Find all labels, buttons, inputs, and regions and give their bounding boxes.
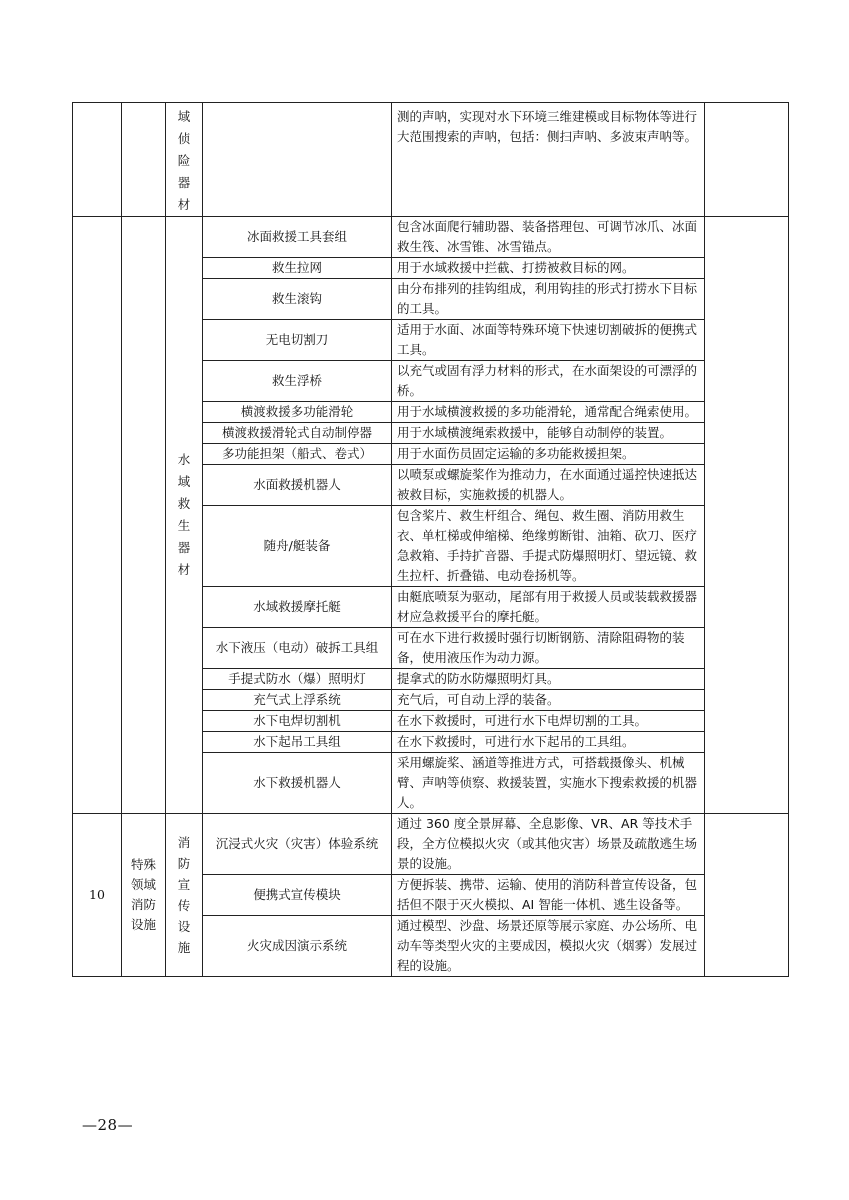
description-cell — [392, 753, 705, 814]
description-cell — [392, 402, 705, 423]
description-cell — [392, 506, 705, 587]
table-row — [73, 103, 789, 217]
note-cell — [705, 103, 789, 217]
description-cell — [392, 444, 705, 465]
item-name: 水下液压（电动）破拆工具组 — [203, 628, 392, 669]
note-cell — [705, 814, 789, 977]
subcategory-cell — [166, 814, 203, 977]
item-name: 救生滚钩 — [203, 279, 392, 320]
item-description: 包含冰面爬行辅助器、装备搭理包、可调节冰爪、冰面救生筏、冰雪锥、冰雪锚点。 — [397, 219, 698, 254]
table-row — [73, 814, 789, 875]
description-cell — [392, 103, 705, 217]
item-name: 便携式宣传模块 — [203, 875, 392, 916]
item-description: 用于水域救援中拦截、打捞被救目标的网。 — [397, 260, 635, 275]
item-name: 水面救援机器人 — [203, 465, 392, 506]
number-cell — [73, 103, 122, 217]
item-description: 用于水域横渡绳索救援中，能够自动制停的装置。 — [397, 425, 673, 440]
item-description: 采用螺旋桨、涵道等推进方式，可搭载摄像头、机械臂、声呐等侦察、救援装置，实施水下搜索救援的机器人。 — [397, 755, 698, 810]
type-cell — [122, 103, 166, 217]
item-description: 通过 360 度全景屏幕、全息影像、VR、AR 等技术手段，全方位模拟火灾（或其他灾害）场景及疏散逃生场景的设施。 — [397, 816, 698, 871]
number-cell — [73, 217, 122, 814]
item-name: 救生浮桥 — [203, 361, 392, 402]
subcategory-cell — [166, 103, 203, 217]
name-cell — [203, 103, 392, 217]
equipment-table — [72, 102, 789, 977]
description-cell — [392, 732, 705, 753]
item-description: 提拿式的防水防爆照明灯具。 — [397, 671, 560, 686]
description-cell — [392, 465, 705, 506]
description-cell — [392, 217, 705, 258]
item-description: 由艇底喷泵为驱动，尾部有用于救援人员或装载救援器材应急救援平台的摩托艇。 — [397, 589, 698, 624]
item-description: 在水下救援时，可进行水下起吊的工具组。 — [397, 734, 635, 749]
item-description: 以充气或固有浮力材料的形式，在水面架设的可漂浮的桥。 — [397, 363, 698, 398]
item-description: 用于水面伤员固定运输的多功能救援担架。 — [397, 446, 635, 461]
item-name: 火灾成因演示系统 — [203, 916, 392, 977]
item-name: 水下救援机器人 — [203, 753, 392, 814]
description-cell — [392, 814, 705, 875]
item-name: 多功能担架（船式、卷式） — [203, 444, 392, 465]
item-description: 在水下救援时，可进行水下电焊切割的工具。 — [397, 713, 648, 728]
item-description: 可在水下进行救援时强行切断钢筋、清除阻碍物的装备，使用液压作为动力源。 — [397, 630, 685, 665]
description-cell — [392, 628, 705, 669]
description-cell — [392, 711, 705, 732]
item-name: 手提式防水（爆）照明灯 — [203, 669, 392, 690]
description-cell — [392, 361, 705, 402]
item-name: 救生拉网 — [203, 258, 392, 279]
description-cell — [392, 916, 705, 977]
subcategory-label: 水域救生器材 — [177, 452, 191, 577]
description-cell — [392, 258, 705, 279]
table-row — [73, 217, 789, 258]
description-cell — [392, 690, 705, 711]
description-text: 测的声呐，实现对水下环境三维建模或目标物体等进行大范围搜索的声呐，包括：侧扫声呐、多波束声呐等。 — [397, 109, 698, 144]
category-type: 特殊领域消防设施 — [130, 857, 156, 932]
item-name: 随舟/艇装备 — [203, 506, 392, 587]
item-description: 由分布排列的挂钩组成，利用钩挂的形式打捞水下目标的工具。 — [397, 281, 698, 316]
item-name: 横渡救援滑轮式自动制停器 — [203, 423, 392, 444]
item-description: 方便拆装、携带、运输、使用的消防科普宣传设备，包括但不限于灭火模拟、AI 智能一体机、逃生设备等。 — [397, 877, 698, 912]
description-cell — [392, 587, 705, 628]
item-description: 包含桨片、救生杆组合、绳包、救生圈、消防用救生衣、单杠梯或伸缩梯、绝缘剪断钳、油箱、砍刀、医疗急救箱、手持扩音器、手提式防爆照明灯、望远镜、救生拉杆、折叠锚、电动卷扬机等。 — [397, 508, 698, 583]
subcategory-cell — [166, 217, 203, 814]
item-description: 通过模型、沙盘、场景还原等展示家庭、办公场所、电动车等类型火灾的主要成因，模拟火灾（烟雾）发展过程的设施。 — [397, 918, 698, 973]
description-cell — [392, 423, 705, 444]
item-description: 适用于水面、冰面等特殊环境下快速切割破拆的便携式工具。 — [397, 322, 698, 357]
item-name: 充气式上浮系统 — [203, 690, 392, 711]
item-name: 水下起吊工具组 — [203, 732, 392, 753]
page-number: —28— — [82, 1116, 134, 1134]
subcategory-label: 消防宣传设施 — [177, 835, 191, 955]
description-cell — [392, 669, 705, 690]
item-name: 水域救援摩托艇 — [203, 587, 392, 628]
item-name: 无电切割刀 — [203, 320, 392, 361]
item-name: 横渡救援多功能滑轮 — [203, 402, 392, 423]
item-description: 以喷泵或螺旋桨作为推动力，在水面通过遥控快速抵达被救目标，实施救援的机器人。 — [397, 467, 698, 502]
type-cell — [122, 814, 166, 977]
subcategory-label: 域侦险器材 — [177, 109, 191, 212]
description-cell — [392, 875, 705, 916]
description-cell — [392, 320, 705, 361]
item-description: 充气后，可自动上浮的装备。 — [397, 692, 560, 707]
item-name: 水下电焊切割机 — [203, 711, 392, 732]
note-cell — [705, 217, 789, 814]
item-description: 用于水域横渡救援的多功能滑轮，通常配合绳索使用。 — [397, 404, 698, 419]
item-name: 沉浸式火灾（灾害）体验系统 — [203, 814, 392, 875]
type-cell — [122, 217, 166, 814]
description-cell — [392, 279, 705, 320]
category-number: 10 — [73, 814, 122, 977]
item-name: 冰面救援工具套组 — [203, 217, 392, 258]
